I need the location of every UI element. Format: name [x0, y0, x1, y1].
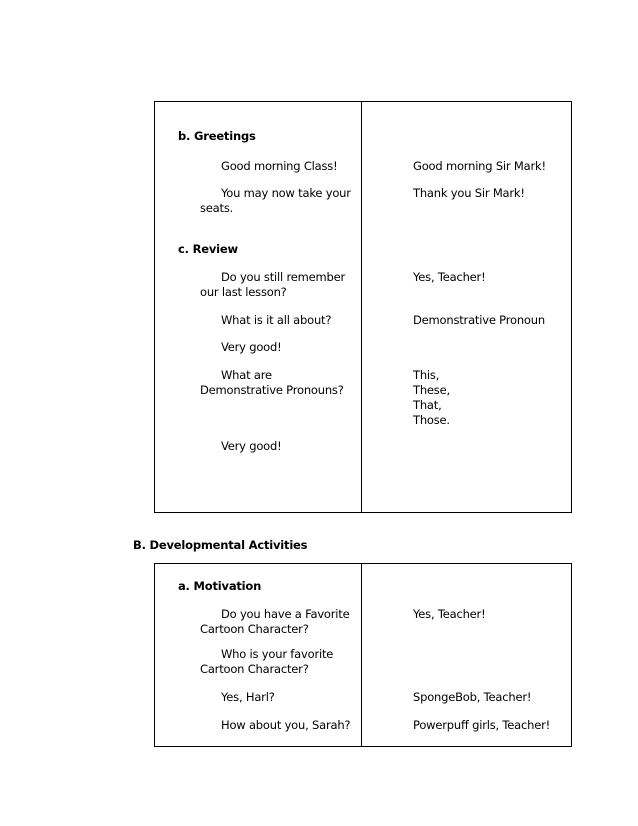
- teacher-line: Very good!: [221, 340, 282, 354]
- student-line: Demonstrative Pronoun: [413, 313, 545, 327]
- column-divider: [361, 564, 362, 746]
- student-line: Yes, Teacher!: [413, 270, 486, 284]
- teacher-line: You may now take your: [221, 186, 351, 200]
- teacher-line: Who is your favorite: [221, 647, 334, 661]
- student-line: This,: [413, 368, 440, 382]
- section-heading: B. Developmental Activities: [133, 538, 308, 552]
- student-line: Those.: [413, 413, 450, 427]
- student-line: SpongeBob, Teacher!: [413, 690, 532, 704]
- teacher-line: Good morning Class!: [221, 159, 338, 173]
- student-line: Powerpuff girls, Teacher!: [413, 718, 551, 732]
- student-line: Yes, Teacher!: [413, 607, 486, 621]
- teacher-line: our last lesson?: [200, 285, 287, 299]
- teacher-line: What are: [221, 368, 272, 382]
- teacher-line: Cartoon Character?: [200, 622, 309, 636]
- motivation-heading: a. Motivation: [178, 579, 262, 593]
- column-divider: [361, 102, 362, 512]
- greetings-heading: b. Greetings: [178, 129, 256, 143]
- teacher-line: Yes, Harl?: [221, 690, 275, 704]
- teacher-line: Demonstrative Pronouns?: [200, 383, 344, 397]
- review-heading: c. Review: [178, 242, 238, 256]
- teacher-line: Cartoon Character?: [200, 662, 309, 676]
- teacher-line: What is it all about?: [221, 313, 332, 327]
- teacher-line: How about you, Sarah?: [221, 718, 351, 732]
- student-line: That,: [413, 398, 442, 412]
- teacher-line: seats.: [200, 201, 234, 215]
- student-line: Good morning Sir Mark!: [413, 159, 546, 173]
- teacher-line: Very good!: [221, 439, 282, 453]
- teacher-line: Do you still remember: [221, 270, 346, 284]
- student-line: Thank you Sir Mark!: [413, 186, 525, 200]
- student-line: These,: [413, 383, 450, 397]
- teacher-line: Do you have a Favorite: [221, 607, 350, 621]
